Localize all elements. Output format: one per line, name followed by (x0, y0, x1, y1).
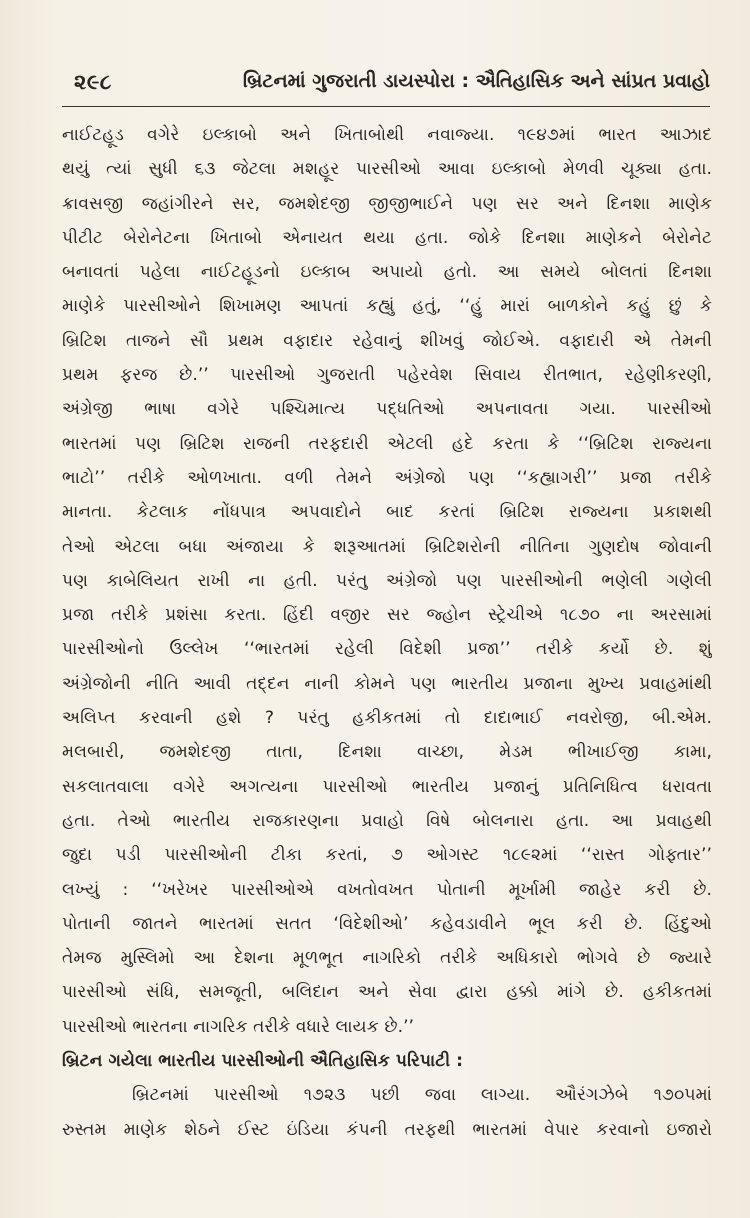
text-line: જુદા પડી પારસીઓની ટીકા કરતાં, ૭ ઓગસ્ટ ૧૮૯૨માં ‘‘રાસ્ત ગોફ્તાર’’ (62, 845, 712, 866)
text-line: પીટીટ બેરોનેટના ખિતાબો એનાયત થયા હતા. જોકે દિનશા માણેકને બેરોનેટ (62, 227, 712, 248)
page-body (62, 118, 712, 1147)
text-line: રુસ્તમ માણેક શેઠને ઈસ્ટ ઇંડિયા કંપની તરફથી ભારતમાં વેપાર કરવાનો ઇજારો (62, 1119, 712, 1140)
text-line: પ્રથમ ફરજ છે.’’ પારસીઓ ગુજરાતી પહેરવેશ સિવાય રીતભાત, રહેણીકરણી, (62, 365, 712, 386)
text-line: થયું ત્યાં સુધી ૬૩ જેટલા મશહૂર પારસીઓ આવા ઇલ્કાબો મેળવી ચૂક્યા હતા. (62, 159, 712, 180)
text-line: ભારતમાં પણ બ્રિટિશ રાજની તરફદારી એટલી હદે કરતા કે ‘‘બ્રિટિશ રાજ્યના (62, 433, 712, 454)
text-line: પણ કાબેલિયત રાખી ના હતી. પરંતુ અંગ્રેજો પણ પારસીઓની ભણેલી ગણેલી (62, 570, 712, 591)
text-line: પોતાની જાતને ભારતમાં સતત ‘વિદેશીઓ’ કહેવડાવીને ભૂલ કરી છે. હિંદુઓ (62, 913, 712, 934)
text-line: તેઓ એટલા બધા અંજાયા કે શરૂઆતમાં બ્રિટિશરોની નીતિના ગુણદોષ જોવાની (62, 536, 712, 557)
text-line: બ્રિટનમાં પારસીઓ ૧૭૨૩ પછી જવા લાગ્યા. ઔરંગઝેબે ૧૭૦૫માં (132, 1085, 712, 1106)
text-line: મલબારી, જમશેદજી તાતા, દિનશા વાચ્છા, મેડમ ભીખાઈજી કામા, (62, 742, 712, 763)
text-line: અંગ્રેજી ભાષા વગેરે પશ્ચિમાત્ય પદ્ધતિઓ અપનાવતા ગયા. પારસીઓ (62, 399, 712, 420)
section-heading: બ્રિટન ગયેલા ભારતીય પારસીઓની ઐતિહાસિક પરિપાટી : (62, 1051, 463, 1072)
page-number: ૨૯૮ (74, 70, 112, 94)
text-line: નાઈટહૂડ વગેરે ઇલ્કાબો અને ખિતાબોથી નવાજ્યા. ૧૯૪૭માં ભારત આઝાદ (62, 125, 712, 145)
running-title: બ્રિટનમાં ગુજરાતી ડાયસ્પોરા : ઐતિહાસિક અને સાંપ્રત પ્રવાહો (242, 70, 710, 92)
text-line: બનાવતાં પહેલા નાઈટહૂડનો ઇલ્કાબ અપાયો હતો. આ સમયે બોલતાં દિનશા (62, 262, 712, 283)
page-header (62, 68, 710, 107)
text-line: સકલાતવાલા વગેરે અગત્યના પારસીઓ ભારતીય પ્રજાનું પ્રતિનિધિત્વ ધરાવતા (62, 776, 712, 797)
text-line: માણેકે પારસીઓને શિખામણ આપતાં કહ્યું હતું, ‘‘હું મારાં બાળકોને કહું છું કે (62, 296, 712, 317)
text-line: બ્રિટિશ તાજને સૌ પ્રથમ વફાદાર રહેવાનું શીખવું જોઈએ. વફાદારી એ તેમની (62, 330, 712, 351)
text-line: પારસીઓ ભારતના નાગરિક તરીકે વધારે લાયક છે.’’ (62, 1016, 414, 1037)
text-line: હતા. તેઓ ભારતીય રાજકારણના પ્રવાહો વિષે બોલનારા હતા. આ પ્રવાહથી (62, 810, 712, 831)
text-line: માનતા. કેટલાક નોંધપાત્ર અપવાદોને બાદ કરતાં બ્રિટિશ રાજ્યના પ્રકાશથી (62, 502, 712, 523)
text-line: લખ્યું : ‘‘ખરેખર પારસીઓએ વખતોવખત પોતાની મૂર્ખામી જાહેર કરી છે. (62, 879, 712, 900)
text-line: તેમજ મુસ્લિમો આ દેશના મૂળભૂત નાગરિકો તરીકે અધિકારો ભોગવે છે જ્યારે (62, 948, 712, 969)
text-line: અલિપ્ત કરવાની હશે ? પરંતુ હકીકતમાં તો દાદાભાઈ નવરોજી, બી.એમ. (62, 708, 712, 729)
text-line: પ્રજા તરીકે પ્રશંસા કરતા. હિંદી વજીર સર જ્હોન સ્ટ્રેચીએ ૧૮૭૦ ના અરસામાં (62, 605, 712, 626)
text-line: ભાટો’’ તરીકે ઓળખાતા. વળી તેમને અંગ્રેજો પણ ‘‘કહ્યાગરી’’ પ્રજા તરીકે (62, 467, 712, 488)
text-line: અંગ્રેજોની નીતિ આવી તદ્દન નાની કોમને પણ ભારતીય પ્રજાના મુખ્ય પ્રવાહમાંથી (62, 673, 712, 694)
text-line: ક્રાવસજી જહાંગીરને સર, જમશેદજી જીજીભાઈને પણ સર અને દિનશા માણેક (62, 193, 712, 214)
text-line: પારસીઓ સંધિ, સમજૂતી, બલિદાન અને સેવા દ્વારા હક્કો માંગે છે. હકીકતમાં (62, 982, 712, 1003)
text-line: પારસીઓનો ઉલ્લેખ ‘‘ભારતમાં રહેલી વિદેશી પ્રજા’’ તરીકે કર્યો છે. શું (62, 639, 712, 660)
